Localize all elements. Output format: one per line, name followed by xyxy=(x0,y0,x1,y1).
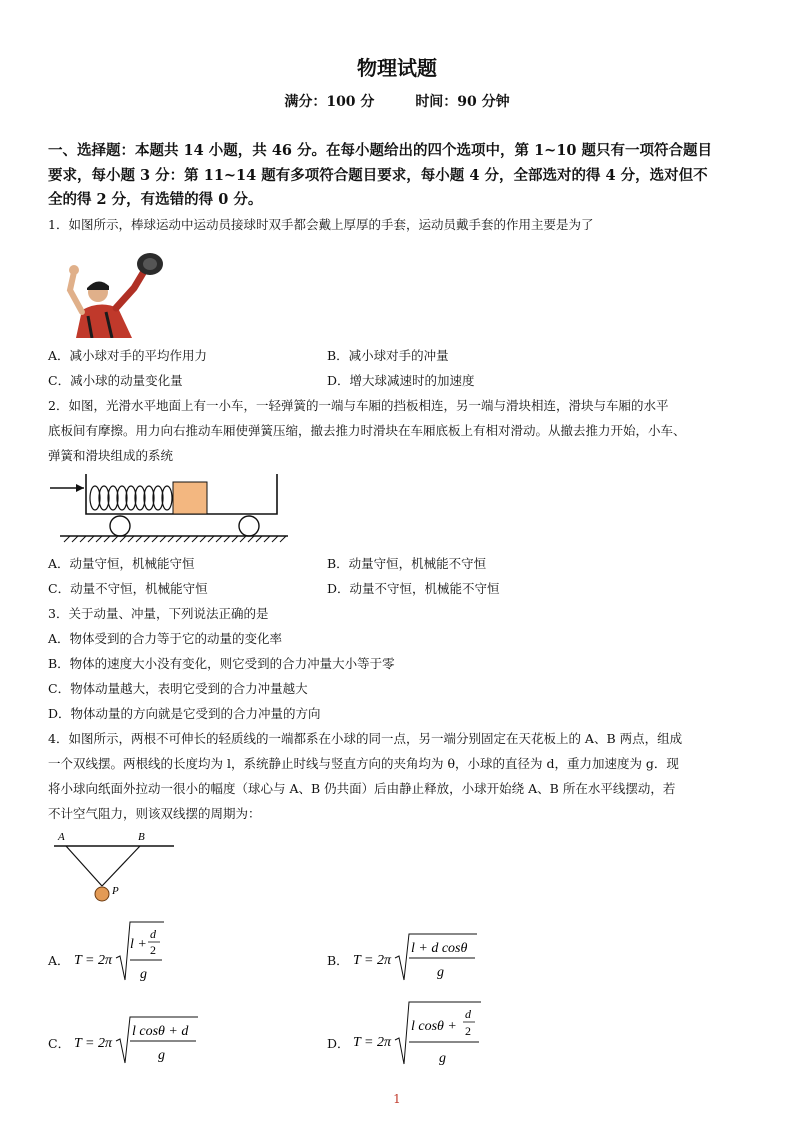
q3-option-b: B．物体的速度大小没有变化，则它受到的合力冲量大小等于零 xyxy=(48,656,395,671)
formula-numerator: l cosθ + d xyxy=(132,1024,189,1039)
formula-lhs: T = 2π xyxy=(353,953,391,968)
q4-stem-line-2: 一个双线摆。两根线的长度均为 l，系统静止时线与竖直方向的夹角均为 θ，小球的直径为 d，重力加速度为 g．现 xyxy=(48,756,679,771)
q3-stem: 3．关于动量、冲量，下列说法正确的是 xyxy=(48,606,269,621)
q2-stem-line-1: 2．如图，光滑水平地面上有一小车，一轻弹簧的一端与车厢的挡板相连，另一端与滑块相连，滑块与车厢的水平 xyxy=(48,398,669,413)
formula-denominator: g xyxy=(437,965,444,980)
q2-option-a: A．动量守恒，机械能守恒 xyxy=(48,556,195,571)
formula-lhs: T = 2π xyxy=(353,1035,391,1050)
full-score: 满分：100 分 xyxy=(284,94,375,110)
q4-option-b-formula xyxy=(351,930,491,986)
section-instruction-line-3: 全的得 2 分，有选错的得 0 分。 xyxy=(48,191,263,208)
baseball-player-image xyxy=(48,252,170,338)
q4-option-d-label: D． xyxy=(327,1036,350,1051)
formula-denominator: g xyxy=(439,1051,446,1066)
q4-stem-line-1: 4．如图所示，两根不可伸长的轻质线的一端都系在小球的同一点，另一端分别固定在天花板上的 A、B 两点，组成 xyxy=(48,731,683,746)
cart-spring-diagram xyxy=(48,470,298,548)
formula-denominator: g xyxy=(158,1048,165,1063)
q2-option-d: D．动量不守恒，机械能不守恒 xyxy=(327,581,500,596)
formula-lhs: T = 2π xyxy=(74,1036,112,1051)
exam-time: 时间：90 分钟 xyxy=(415,94,510,110)
double-string-pendulum-diagram xyxy=(50,828,180,908)
q1-option-a: A．减小球对手的平均作用力 xyxy=(48,348,208,363)
formula-numerator: l + xyxy=(130,937,147,952)
formula-numerator: l + d cosθ xyxy=(411,941,468,956)
q3-option-a: A．物体受到的合力等于它的动量的变化率 xyxy=(48,631,283,646)
q1-option-c: C．减小球的动量变化量 xyxy=(48,373,183,388)
formula-two: 2 xyxy=(150,943,156,957)
q4-stem-line-4: 不计空气阻力，则该双线摆的周期为： xyxy=(48,806,261,821)
section-instruction-line-1: 一、选择题：本题共 14 小题，共 46 分。在每小题给出的四个选项中，第 1~10 题只有一项符合题目 xyxy=(48,142,713,159)
q1-stem: 1．如图所示，棒球运动中运动员接球时双手都会戴上厚厚的手套，运动员戴手套的作用主要是为了 xyxy=(48,217,594,232)
q4-stem-line-3: 将小球向纸面外拉动一很小的幅度（球心与 A、B 仍共面）后由静止释放，小球开始绕 A、B 所在水平线摆动，若 xyxy=(48,781,676,796)
point-a-label: A xyxy=(58,831,65,843)
q1-option-d: D．增大球减速时的加速度 xyxy=(327,373,475,388)
q2-option-b: B．动量守恒，机械能不守恒 xyxy=(327,556,487,571)
page-title: 物理试题 xyxy=(357,56,437,80)
q4-option-d-formula xyxy=(351,998,491,1070)
exam-info xyxy=(0,91,794,111)
section-instruction-line-2: 要求，每小题 3 分：第 11~14 题有多项符合题目要求，每小题 4 分，全部选对的得 4 分，选对但不 xyxy=(48,167,708,184)
formula-d: d xyxy=(150,927,156,941)
formula-denominator: g xyxy=(140,967,147,982)
formula-numerator: l cosθ + xyxy=(411,1019,457,1034)
q2-stem-line-2: 底板间有摩擦。用力向右推动车厢使弹簧压缩，撤去推力时滑块在车厢底板上有相对滑动。从撤去推力开始，小车、 xyxy=(48,423,686,438)
formula-two: 2 xyxy=(465,1024,471,1038)
q3-option-d: D．物体动量的方向就是它受到的合力冲量的方向 xyxy=(48,706,321,721)
formula-d: d xyxy=(465,1007,471,1021)
q4-option-b-label: B． xyxy=(327,953,349,968)
q2-stem-line-3: 弹簧和滑块组成的系统 xyxy=(48,448,174,463)
q4-option-a-label: A． xyxy=(48,953,70,968)
q4-option-a-formula xyxy=(72,918,182,988)
q1-option-b: B．减小球对手的冲量 xyxy=(327,348,449,363)
point-b-label: B xyxy=(138,831,145,843)
q2-option-c: C．动量不守恒，机械能守恒 xyxy=(48,581,208,596)
point-p-label: P xyxy=(112,885,119,897)
page-number: 1 xyxy=(393,1092,401,1106)
q3-option-c: C．物体动量越大，表明它受到的合力冲量越大 xyxy=(48,681,308,696)
formula-lhs: T = 2π xyxy=(74,953,112,968)
q4-option-c-label: C． xyxy=(48,1036,71,1051)
q4-option-c-formula xyxy=(72,1013,212,1069)
